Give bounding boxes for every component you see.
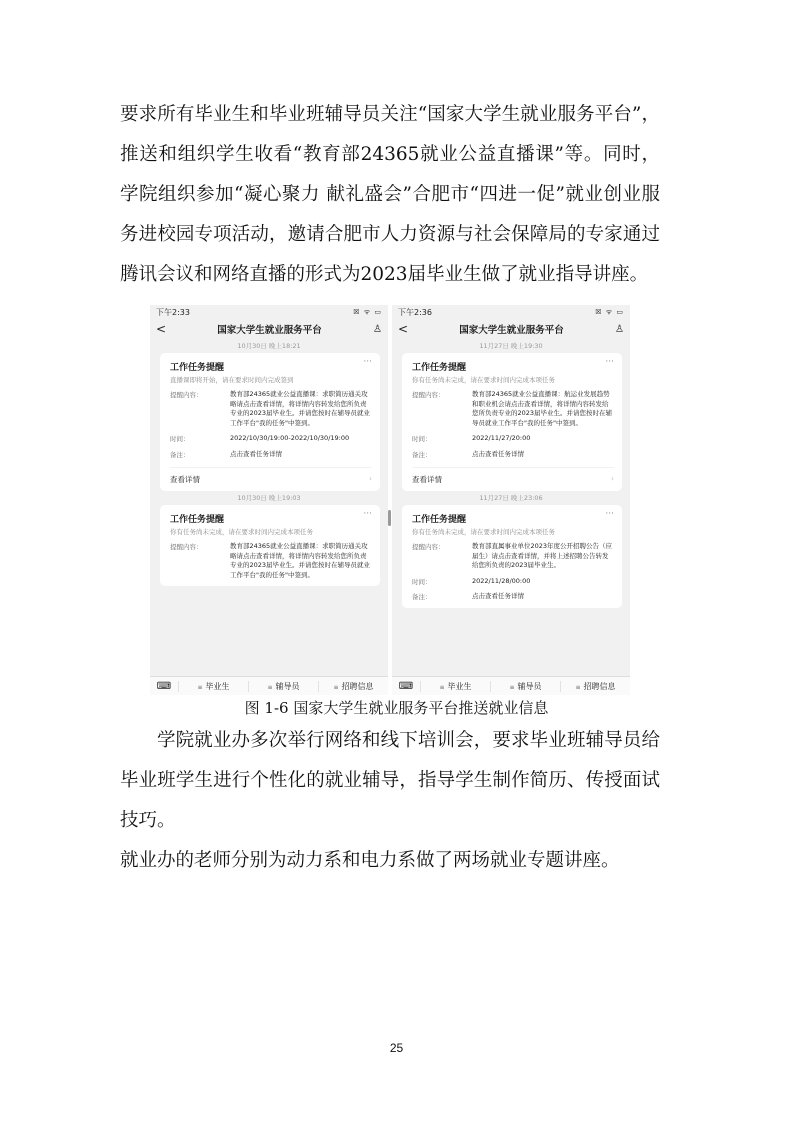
keyboard-icon[interactable]: ⌨ <box>156 680 172 692</box>
page-number: 25 <box>389 1041 404 1055</box>
message-timestamp: 11月27日 晚上19:30 <box>479 342 543 350</box>
tab-label: 毕业生 <box>447 681 472 691</box>
user-icon[interactable]: ♙ <box>615 323 624 335</box>
more-icon[interactable]: ··· <box>605 509 614 519</box>
tab-label: 辅导员 <box>517 681 542 691</box>
view-detail-link[interactable] <box>412 467 614 485</box>
menu-icon: ≡ <box>197 683 203 691</box>
menu-icon: ≡ <box>333 683 339 691</box>
content-value: 教育部直属事业单位2023年度公开招聘公告（应届生）请点击查看详情，并将上述招聘公告转发给您所负责的2023届毕业生。 <box>472 542 613 569</box>
chevron-right-icon: › <box>369 474 372 483</box>
card-subtitle: 你有任务尚未完成，请在要求时间内完成本项任务 <box>170 528 313 536</box>
content-row <box>170 390 372 428</box>
content-value: 教育部24365就业公益直播课：求职简历通关攻略请点击查看详情，将详情内容转发给您所负责专业的2023届毕业生。并请您按时在辅导员就业工作平台"我的任务"中签到。 <box>230 390 371 427</box>
content-value: 教育部24365就业公益直播课：航运业发展趋势和职业机会请点击查看详情，将详情内容转发给您所负责专业的2023届毕业生。并请您按时在辅导员就业工作平台"我的任务"中签到。 <box>472 390 613 427</box>
note-label: 备注： <box>412 450 432 459</box>
message-timestamp: 10月30日 晚上18:21 <box>237 342 301 350</box>
view-detail-label: 查看详情 <box>170 475 200 484</box>
content-row <box>412 542 614 571</box>
status-icons: ☒ ᯤ ▭ <box>595 307 624 316</box>
tab-label: 辅导员 <box>275 681 300 691</box>
paragraph-training-text: 学院就业办多次举行网络和线下培训会，要求毕业班辅导员给毕业班学生进行个性化的就业辅导，指导学生制作简历、传授面试技巧。 <box>120 730 660 831</box>
note-row <box>170 450 372 460</box>
tab-label: 招聘信息 <box>583 681 616 691</box>
content-row <box>170 542 372 580</box>
nav-title: 国家大学生就业服务平台 <box>217 325 322 336</box>
keyboard-icon[interactable]: ⌨ <box>398 680 414 692</box>
scrollbar[interactable] <box>388 510 391 526</box>
paragraph-lectures-text: 就业办的老师分别为动力系和电力系做了两场就业专题讲座。 <box>120 850 620 871</box>
tab-graduates[interactable] <box>178 681 248 692</box>
note-label: 备注： <box>170 450 190 459</box>
time-value: 2022/11/28/00:00 <box>472 576 531 585</box>
note-row <box>412 592 614 602</box>
note-label: 备注： <box>412 593 432 601</box>
content-label: 提醒内容： <box>412 543 445 551</box>
tab-jobs[interactable] <box>318 681 388 692</box>
content-label: 提醒内容： <box>170 391 203 399</box>
note-row <box>412 450 614 460</box>
time-row <box>412 434 614 444</box>
tab-counselors[interactable] <box>248 681 318 692</box>
tab-label: 招聘信息 <box>341 681 374 691</box>
menu-icon: ≡ <box>575 683 581 691</box>
status-time: 下午2:33 <box>156 307 190 317</box>
status-icons: ☒ ᯤ ▭ <box>353 307 382 316</box>
view-detail-label: 查看详情 <box>412 475 442 484</box>
card-title: 工作任务提醒 <box>412 515 467 525</box>
screenshot-right <box>392 305 630 695</box>
bottom-tab-bar <box>392 676 630 695</box>
tab-jobs[interactable] <box>560 681 630 692</box>
task-reminder-card[interactable] <box>160 505 380 586</box>
card-subtitle: 你有任务尚未完成，请在要求时间内完成本项任务 <box>412 528 555 536</box>
time-label: 时间： <box>170 435 190 443</box>
tab-counselors[interactable] <box>490 681 560 692</box>
menu-icon: ≡ <box>509 683 515 691</box>
chevron-right-icon: › <box>611 474 614 483</box>
status-bar <box>150 305 388 319</box>
status-time: 下午2:36 <box>398 307 432 317</box>
more-icon[interactable]: ··· <box>363 357 372 367</box>
user-icon[interactable]: ♙ <box>373 323 382 335</box>
more-icon[interactable]: ··· <box>605 357 614 367</box>
content-row <box>412 390 614 428</box>
figure-caption: 图 1-6 国家大学生就业服务平台推送就业信息 <box>244 699 549 717</box>
back-icon[interactable]: < <box>398 322 409 336</box>
time-row <box>170 434 372 444</box>
card-subtitle: 直播课即将开始，请在要求时间内完成签到 <box>170 376 294 384</box>
note-value: 点击查看任务详情 <box>472 592 524 600</box>
card-title: 工作任务提醒 <box>170 515 225 525</box>
status-bar <box>392 305 630 319</box>
nav-bar <box>150 319 388 339</box>
nav-title: 国家大学生就业服务平台 <box>459 325 564 336</box>
paragraph-intro <box>120 95 660 295</box>
task-reminder-card[interactable] <box>402 353 622 491</box>
card-subtitle: 你有任务尚未完成，请在要求时间内完成本项任务 <box>412 376 555 384</box>
time-label: 时间： <box>412 577 432 586</box>
card-title: 工作任务提醒 <box>412 363 467 373</box>
paragraph-intro-text: 要求所有毕业生和毕业班辅导员关注“国家大学生就业服务平台”，推送和组织学生收看“教育部24365就业公益直播课”等。同时，学院组织参加“凝心聚力 献礼盛会”合肥市“四进一促”就业创业服务进校园专项活动，邀请合肥市人力资源与社会保障局的专家通过腾讯会议和网络直播的形式为2023届毕业生做了就业指导讲座。 <box>120 104 660 285</box>
content-label: 提醒内容： <box>170 543 203 551</box>
content-label: 提醒内容： <box>412 391 445 399</box>
message-timestamp: 11月27日 晚上23:06 <box>479 494 543 502</box>
time-label: 时间： <box>412 435 432 443</box>
screenshot-left <box>150 305 388 695</box>
menu-icon: ≡ <box>267 683 273 691</box>
time-value: 2022/10/30/19:00-2022/10/30/19:00 <box>230 434 350 442</box>
nav-bar <box>392 319 630 339</box>
time-value: 2022/11/27/20:00 <box>472 434 531 442</box>
back-icon[interactable]: < <box>156 322 167 336</box>
paragraph-training <box>120 721 660 881</box>
card-title: 工作任务提醒 <box>170 363 225 373</box>
task-reminder-card[interactable] <box>160 353 380 491</box>
tab-graduates[interactable] <box>420 681 490 692</box>
note-value: 点击查看任务详情 <box>230 449 282 458</box>
view-detail-link[interactable] <box>170 467 372 485</box>
content-value: 教育部24365就业公益直播课：求职简历通关攻略请点击查看详情，将详情内容转发给您所负责专业的2023届毕业生。并请您按时在辅导员就业工作平台"我的任务"中签到。 <box>230 542 371 579</box>
note-value: 点击查看任务详情 <box>472 449 524 458</box>
tab-label: 毕业生 <box>205 681 230 691</box>
message-timestamp: 10月30日 晚上19:03 <box>237 494 301 502</box>
menu-icon: ≡ <box>439 683 445 691</box>
task-reminder-card[interactable] <box>402 505 622 608</box>
more-icon[interactable]: ··· <box>363 509 372 519</box>
bottom-tab-bar <box>150 676 388 695</box>
time-row <box>412 577 614 587</box>
